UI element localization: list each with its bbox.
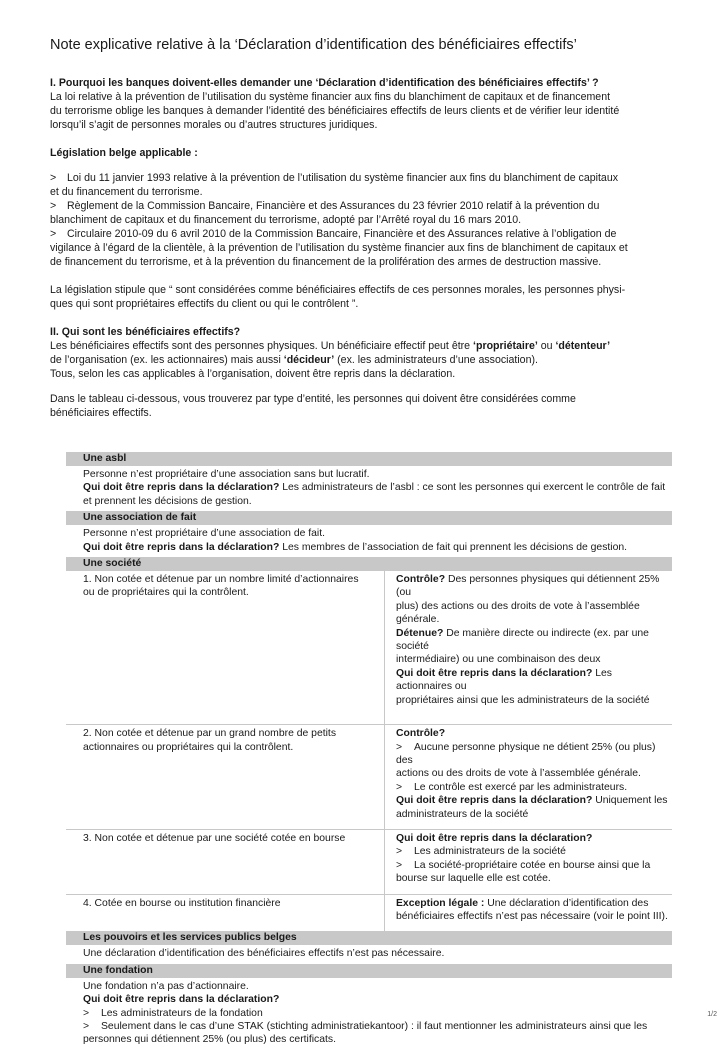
legislation-quote: ques qui sont propriétaires effectifs du client ou qui le contrôlent ”. bbox=[50, 298, 359, 310]
section-2-heading: II. Qui sont les bénéficiaires effectifs? bbox=[50, 326, 241, 338]
section-1-line: du terrorisme oblige les banques à demander l’identité des bénéficiaires effectifs de leurs clients et de vérifier leur identité bbox=[50, 105, 620, 117]
table-row: Personne n’est propriétaire d’une association sans but lucratif. Qui doit être repris dans la déclaration? Les administrateurs de l’asbl : ce sont les personnes qui exercent le contrôle de fait et prennent les décisions de gestion. bbox=[83, 469, 666, 507]
section-2-line: Dans le tableau ci-dessous, vous trouverez par type d’entité, les personnes qui doivent être considérées comme bbox=[50, 393, 576, 405]
table-row-header bbox=[66, 557, 672, 571]
legislation-item: > Circulaire 2010-09 du 6 avril 2010 de la Commission Bancaire, Financière et des Assurances relative à l’obligation de bbox=[50, 228, 617, 240]
legislation-item-cont: vigilance à l’égard de la clientèle, à la prévention de l’utilisation du système financier aux fins de blanchiment de capitaux et bbox=[50, 242, 628, 254]
section-1-heading: I. Pourquoi les banques doivent-elles demander une ‘Déclaration d’identification des bénéficiaires effectifs’ ? bbox=[50, 77, 599, 89]
arrow-icon: > bbox=[396, 846, 403, 858]
table-row: 1. Non cotée et détenue par un nombre limité d’actionnaires ou de propriétaires qui la contrôlent. Contrôle? Des personnes physiques qui détiennent 25% (ou plus) des actions ou des droits de vote à l’assemblée générale. Détenue? De manière directe ou indirecte (ex. par une société intermédiaire) ou une combinaison des deux Qui doit être repris dans la déclaration? Les actionnaires ou propriétaires ainsi que les administrateurs de la société bbox=[66, 571, 672, 725]
section-2-line: de l’organisation (ex. les actionnaires) mais aussi ‘décideur’ (ex. les administrateurs d’une association). bbox=[50, 354, 538, 366]
arrow-icon: > bbox=[83, 1021, 90, 1032]
table-row: Personne n’est propriétaire d’une association de fait. Qui doit être repris dans la déclaration? Les membres de l’association de fait qui prennent les décisions de gestion. bbox=[83, 528, 628, 553]
legislation-item-cont: de financement du terrorisme, et à la prévention du financement de la prolifération des armes de destruction massive. bbox=[50, 256, 602, 268]
header-association-de-fait: Une association de fait bbox=[66, 511, 672, 525]
table-row: Une fondation n’a pas d’actionnaire. Qui doit être repris dans la déclaration? > Les administrateurs de la fondation > Seulement dans le cas d’une STAK (stichting administratiekantoor) : il faut mentionner les administrateurs ainsi que les personnes qui détiennent 25% (ou plus) des certificats. bbox=[83, 980, 648, 1046]
entity-table-wrapper bbox=[50, 415, 672, 1050]
table-row-header bbox=[66, 511, 672, 525]
header-pouvoirs: Les pouvoirs et les services publics belges bbox=[66, 931, 672, 945]
table-row: 3. Non cotée et détenue par une société cotée en bourse Qui doit être repris dans la déclaration? > Les administrateurs de la société > La société-propriétaire cotée en bourse ainsi que la bourse sur laquelle elle est cotée. bbox=[66, 829, 672, 894]
legislation-item-cont: et du financement du terrorisme. bbox=[50, 186, 203, 198]
section-2-line: Les bénéficiaires effectifs sont des personnes physiques. Un bénéficiaire effectif peut être ‘propriétaire’ ou ‘détenteur’ bbox=[50, 340, 611, 352]
table-row: Une déclaration d’identification des bénéficiaires effectifs n’est pas nécessaire. bbox=[83, 948, 445, 960]
header-asbl: Une asbl bbox=[66, 452, 672, 466]
section-1-line: La loi relative à la prévention de l’utilisation du système financier aux fins du blanchiment de capitaux et de financement bbox=[50, 91, 611, 103]
legislation-item-cont: blanchiment de capitaux et du financement du terrorisme, adopté par l’Arrêté royal du 16 mars 2010. bbox=[50, 214, 522, 226]
legislation-item: > Règlement de la Commission Bancaire, Financière et des Assurances du 23 février 2010 relatif à la prévention du bbox=[50, 200, 600, 212]
arrow-icon: > bbox=[50, 200, 57, 212]
arrow-icon: > bbox=[50, 172, 57, 184]
section-2-line: bénéficiaires effectifs. bbox=[50, 407, 152, 419]
header-societe: Une société bbox=[66, 557, 672, 571]
table-row: 4. Cotée en bourse ou institution financière Exception légale : Une déclaration d’identification des bénéficiaires effectifs n’est pas nécessaire (voir le point III). bbox=[66, 894, 672, 931]
table-row: 2. Non cotée et détenue par un grand nombre de petits actionnaires ou propriétaires qui la contrôlent. Contrôle? > Aucune personne physique ne détient 25% (ou plus) des actions ou des droits de vote à l’assemblée générale. > Le contrôle est exercé par les administrateurs. Qui doit être repris dans la déclaration? Uniquement les administrateurs de la société bbox=[66, 725, 672, 830]
legislation-quote: La législation stipule que “ sont considérées comme bénéficiaires effectifs de ces personnes morales, les personnes physi- bbox=[50, 284, 626, 296]
arrow-icon: > bbox=[396, 741, 403, 753]
section-2-line: Tous, selon les cas applicables à l’organisation, doivent être repris dans la déclaration. bbox=[50, 368, 456, 380]
arrow-icon: > bbox=[83, 1007, 90, 1019]
page-title: Note explicative relative à la ‘Déclaration d’identification des bénéficiaires effectifs’ bbox=[50, 37, 577, 53]
document-page bbox=[50, 36, 672, 420]
table-row-header bbox=[66, 931, 672, 945]
header-fondation: Une fondation bbox=[66, 964, 672, 978]
arrow-icon: > bbox=[396, 859, 403, 871]
table-row-header bbox=[66, 452, 672, 466]
legislation-item: > Loi du 11 janvier 1993 relative à la prévention de l’utilisation du système financier aux fins du blanchiment de capitaux bbox=[50, 172, 619, 184]
table-row-header bbox=[66, 964, 672, 978]
arrow-icon: > bbox=[50, 228, 57, 240]
page-number: 1/2 bbox=[707, 1011, 717, 1018]
entity-table bbox=[66, 452, 672, 1050]
arrow-icon: > bbox=[396, 781, 403, 793]
legislation-heading: Législation belge applicable : bbox=[50, 147, 198, 159]
section-1-line: lorsqu’il s’agit de personnes morales ou d’autres structures juridiques. bbox=[50, 119, 378, 131]
